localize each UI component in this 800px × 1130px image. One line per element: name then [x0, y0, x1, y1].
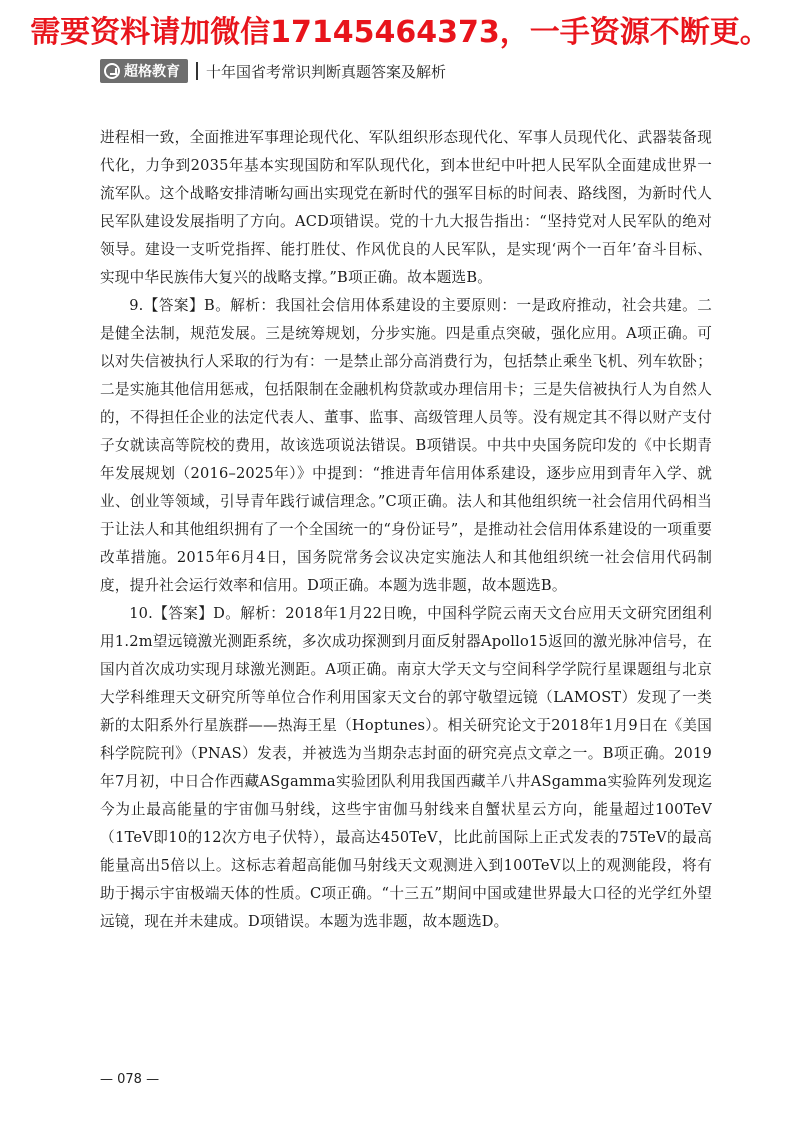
paragraph-answer-9: 9.【答案】B。解析：我国社会信用体系建设的主要原则：一是政府推动，社会共建。二是健全法制，规范发展。三是统筹规划，分步实施。四是重点突破，强化应用。A项正确。可以对失信被执行人采取的行为有：一是禁止部分高消费行为，包括禁止乘坐飞机、列车软卧；二是实施其他信用惩戒，包括限制在金融机构贷款或办理信用卡；三是失信被执行人为自然人的，不得担任企业的法定代表人、董事、监事、高级管理人员等。没有规定其不得以财产支付子女就读高等院校的费用，故该选项说法错误。B项错误。中共中央国务院印发的《中长期青年发展规划（2016–2025年）》中提到：“推进青年信用体系建设，逐步应用到青年入学、就业、创业等领域，引导青年践行诚信理念。”C项正确。法人和其他组织统一社会信用代码相当于让法人和其他组织拥有了一个全国统一的“身份证号”，是推动社会信用体系建设的一项重要改革措施。2015年6月4日，国务院常务会议决定实施法人和其他组织统一社会信用代码制度，提升社会运行效率和信用。D项正确。本题为选非题，故本题选B。 — [100, 297, 712, 594]
page-number: — 078 — — [100, 1072, 160, 1087]
page-header — [100, 58, 446, 84]
publisher-logo — [100, 59, 188, 83]
logo-text: 超格教育 — [124, 64, 180, 80]
logo-icon — [104, 63, 120, 79]
paragraph-answer-10: 10.【答案】D。解析：2018年1月22日晚，中国科学院云南天文台应用天文研究团组利用1.2m望远镜激光测距系统，多次成功探测到月面反射器Apollo15返回的激光脉冲信号，在国内首次成功实现月球激光测距。A项正确。南京大学天文与空间科学学院行星课题组与北京大学科维理天文研究所等单位合作利用国家天文台的郭守敬望远镜（LAMOST）发现了一类新的太阳系外行星族群——热海王星（Hoptunes）。相关研究论文于2018年1月9日在《美国科学院院刊》（PNAS）发表，并被选为当期杂志封面的研究亮点文章之一。B项正确。2019年7月初，中日合作西藏ASgamma实验团队利用我国西藏羊八井ASgamma实验阵列发现迄今为止最高能量的宇宙伽马射线，这些宇宙伽马射线来自蟹状星云方向，能量超过100TeV（1TeV即10的12次方电子伏特），最高达450TeV，比此前国际上正式发表的75TeV的最高能量高出5倍以上。这标志着超高能伽马射线天文观测进入到100TeV以上的观测能段，将有助于揭示宇宙极端天体的性质。C项正确。“十三五”期间中国或建世界最大口径的光学红外望远镜，现在并未建成。D项错误。本题为选非题，故本题选D。 — [100, 605, 712, 930]
watermark-banner: 需要资料请加微信17145464373，一手资源不断更。 — [30, 15, 770, 50]
page-body — [100, 124, 712, 936]
paragraph-continuation: 进程相一致，全面推进军事理论现代化、军队组织形态现代化、军事人员现代化、武器装备现代化，力争到2035年基本实现国防和军队现代化，到本世纪中叶把人民军队全面建成世界一流军队。这个战略安排清晰勾画出实现党在新时代的强军目标的时间表、路线图，为新时代人民军队建设发展指明了方向。ACD项错误。党的十九大报告指出：“坚持党对人民军队的绝对领导。建设一支听党指挥、能打胜仗、作风优良的人民军队，是实现‘两个一百年’奋斗目标、实现中华民族伟大复兴的战略支撑。”B项正确。故本题选B。 — [100, 129, 712, 286]
running-title: 十年国省考常识判断真题答案及解析 — [206, 62, 447, 81]
header-divider — [196, 62, 198, 80]
